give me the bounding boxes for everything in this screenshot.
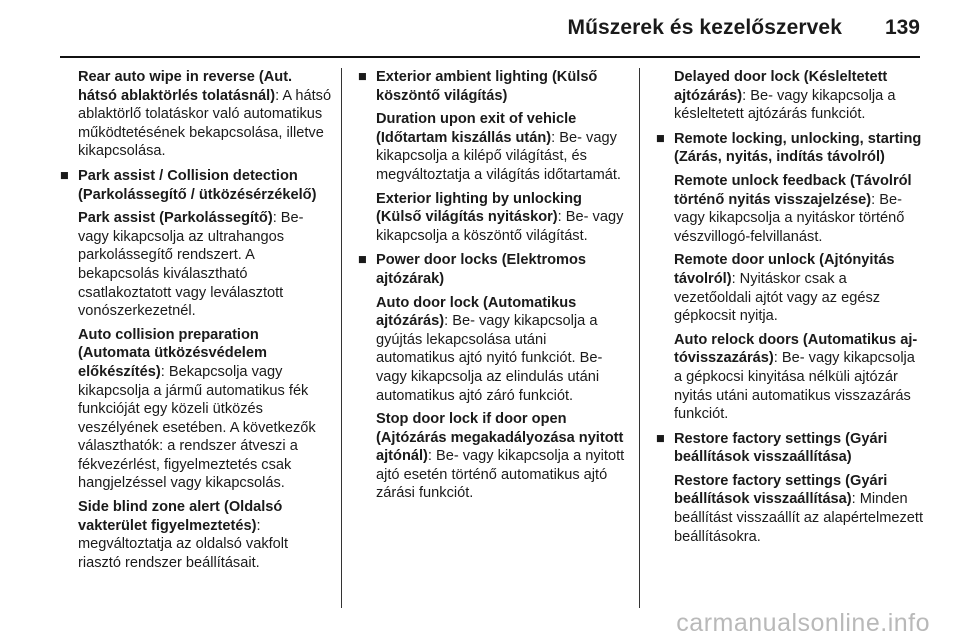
section-title: Park assist / Collision detection (Parkolássegítő / ütközésérzékelő) xyxy=(78,167,317,203)
setting-description: : megváltoztatja az oldalsó vakfolt riasztó rendszer beállításait. xyxy=(78,517,289,571)
setting-title: Delayed door lock (Késleltetett ajtózárás) xyxy=(674,69,888,104)
watermark: carmanualsonline.info xyxy=(676,609,930,637)
setting-title: Remote unlock feedback (Távolról történő nyitás visszajelzése) xyxy=(674,172,912,208)
setting-entry xyxy=(60,498,332,572)
setting-description: : Be- vagy kikapcsolja a köszöntő világítást. xyxy=(376,209,624,244)
setting-title: Remote door unlock (Ajtónyitás távolról) xyxy=(674,252,895,287)
setting-entry xyxy=(656,472,924,546)
section-item xyxy=(656,430,924,467)
column-2 xyxy=(358,68,628,503)
section-title: Exterior ambient lighting (Külső köszöntő világítás) xyxy=(376,69,598,104)
setting-description: : Be- vagy kikapcsolja az ultrahangos parkolássegítő rendszert. A bekapcsolás kiválasztható csatlakoztatott vagy leválasztott vonószerkezetnél. xyxy=(78,210,304,320)
section-item xyxy=(656,130,924,167)
setting-description: : Nyitáskor csak a vezetőoldali ajtót vagy az egész gépkocsit nyitja. xyxy=(674,270,881,325)
setting-description: : Be- vagy kikapcsolja a nyitott ajtó esetén történő automatikus ajtó zárási funkciót. xyxy=(376,448,625,502)
section-item xyxy=(358,68,628,105)
setting-entry xyxy=(60,326,332,493)
section-title: Restore factory settings (Gyári beállítások visszaállítása) xyxy=(674,430,888,466)
section-item xyxy=(60,167,332,204)
column-divider xyxy=(341,68,342,608)
setting-description: : Be- vagy kikapcsolja a gépkocsi kinyitása nélküli ajtózár nyitás utáni automatikus visszazárás funkciót. xyxy=(674,350,915,423)
setting-description: : Be- vagy kikapcsolja a kilépő világítást, és megváltoztatja a világítás időtartamát. xyxy=(376,129,621,183)
setting-entry xyxy=(60,68,332,161)
setting-description: : Be- vagy kikapcsolja a késleltetett ajtózárás funkciót. xyxy=(674,87,896,123)
setting-entry xyxy=(656,68,924,124)
section-title: Remote locking, unlocking, starting (Zárás, nyitás, indítás távolról) xyxy=(674,130,922,166)
setting-entry xyxy=(358,410,628,503)
setting-title: Rear auto wipe in reverse (Aut. hátsó ablaktörlés tolatásnál) xyxy=(78,69,293,104)
setting-title: Duration upon exit of vehicle (Időtartam kiszállás után) xyxy=(376,111,577,146)
setting-entry xyxy=(358,294,628,406)
setting-entry xyxy=(358,190,628,246)
setting-title: Park assist (Parkolássegítő) xyxy=(78,210,273,227)
bullet-icon: ■ xyxy=(358,252,367,269)
header-divider xyxy=(60,56,920,58)
setting-title: Auto collision preparation (Automata ütközésvédelem előkészítés) xyxy=(78,326,267,380)
setting-description: : Be- vagy kikapcsolja a nyitáskor történő vészvillogó-felvillanást. xyxy=(674,191,905,245)
bullet-icon: ■ xyxy=(60,167,69,184)
setting-title: Auto door lock (Automatikus ajtózárás) xyxy=(376,294,577,330)
setting-description: : Be- vagy kikapcsolja a gyújtás lekapcsolása utáni automatikus ajtó nyitó funkciót. Be- vagy kikapcsolja az elindulás utáni automatikus ajtó záró funkciót. xyxy=(376,313,603,404)
page-number: 139 xyxy=(884,16,920,39)
setting-description: : Minden beállítást visszaállít az alapértelmezett beállításokra. xyxy=(674,491,924,545)
column-divider xyxy=(639,68,640,608)
setting-entry xyxy=(656,331,924,424)
setting-entry xyxy=(656,251,924,325)
setting-title: Exterior lighting by unlocking (Külső világítás nyitáskor) xyxy=(376,190,582,226)
column-3 xyxy=(656,68,924,546)
bullet-icon: ■ xyxy=(656,430,665,447)
setting-title: Auto relock doors (Automatikus aj- tóvisszazárás) xyxy=(674,331,918,367)
setting-description: : Bekapcsolja vagy kikapcsolja a jármű automatikus fék funkcióját egy közeli ütközés veszélyének esetében. A következők választhatók: a rendszer átveszi a fékvezérlést, figyelmeztetés csak hangjelzéssel vagy kikapcsolás. xyxy=(78,363,316,492)
setting-title: Stop door lock if door open (Ajtózárás megakadályozása nyitott ajtónál) xyxy=(376,411,624,465)
section-title: Power door locks (Elektromos ajtózárak) xyxy=(376,252,587,287)
setting-entry xyxy=(656,172,924,246)
column-1 xyxy=(60,68,332,572)
bullet-icon: ■ xyxy=(358,69,367,85)
bullet-icon: ■ xyxy=(656,130,665,147)
page-title: Műszerek és kezelőszervek xyxy=(567,16,842,39)
section-item xyxy=(358,251,628,288)
setting-description: : A hátsó ablaktörlő tolatáskor való automatikus működtetésének bekapcsolása, illetve kikapcsolása. xyxy=(78,87,332,160)
setting-entry xyxy=(60,209,332,321)
setting-title: Side blind zone alert (Oldalsó vakterület figyelmeztetés) xyxy=(78,499,283,534)
setting-entry xyxy=(358,110,628,184)
setting-title: Restore factory settings (Gyári beállítások visszaállítása) xyxy=(674,472,888,508)
